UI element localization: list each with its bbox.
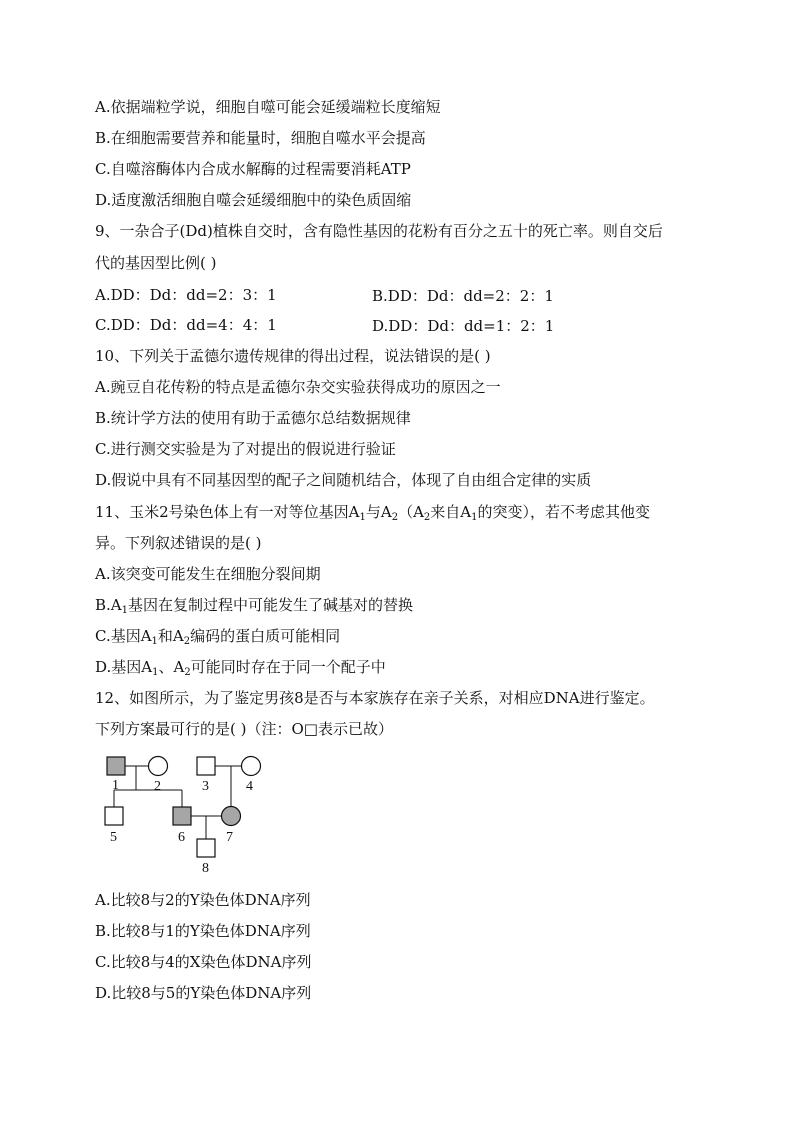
label-5: 5: [110, 830, 117, 845]
q10-option-b: B.统计学方法的使用有助于孟德尔总结数据规律: [95, 409, 411, 427]
q11-option-c: C.基因$A_1$和$A_2$编码的蛋白质可能相同: [95, 627, 341, 647]
q9-option-a: A.DD：Dd：dd=2：3：1: [95, 286, 277, 304]
q11-option-d: D.基因$A_1$、$A_2$可能同时存在于同一个配子中: [95, 658, 386, 678]
q11-stem-line1: 11、玉米2号染色体上有一对等位基因$A_1$与$A_2(A_2$来自$A_1$的突变），若不考虑其他变: [95, 503, 651, 523]
individual-8-male-square: [197, 839, 215, 857]
label-1: 1: [112, 778, 119, 793]
q12-option-b: B.比较8与1的Y染色体DNA序列: [95, 922, 311, 940]
q12-stem-line2: 下列方案最可行的是( )（注：O□表示已故）: [95, 720, 393, 738]
q10-option-d: D.假说中具有不同基因型的配子之间随机结合，体现了自由组合定律的实质: [95, 471, 592, 489]
q12-stem-line1: 12、如图所示，为了鉴定男孩8是否与本家族存在亲子关系，对相应DNA进行鉴定。: [95, 689, 655, 707]
individual-1-male-square: [107, 757, 125, 775]
q9-stem-line2: 代的基因型比例( ): [95, 254, 217, 272]
label-6: 6: [178, 830, 185, 845]
q9-option-b: B.DD：Dd：dd=2：2：1: [372, 287, 554, 305]
individual-4-female-circle: [242, 757, 261, 776]
q12-option-d: D.比较8与5的Y染色体DNA序列: [95, 984, 312, 1002]
label-2: 2: [154, 779, 161, 794]
q9-stem-line1: 9、一杂合子(Dd)植株自交时，含有隐性基因的花粉有百分之五十的死亡率。则自交后: [95, 222, 663, 240]
q10-option-a: A.豌豆自花传粉的特点是孟德尔杂交实验获得成功的原因之一: [95, 378, 501, 396]
individual-6-male-square: [173, 807, 191, 825]
q10-stem: 10、下列关于孟德尔遗传规律的得出过程，说法错误的是( ): [95, 347, 491, 365]
q8-option-d: D.适度激活细胞自噬会延缓细胞中的染色质固缩: [95, 191, 412, 209]
q8-option-a: A.依据端粒学说，细胞自噬可能会延缓端粒长度缩短: [95, 98, 441, 116]
label-4: 4: [246, 779, 253, 794]
q11-option-b: $B.A_1$基因在复制过程中可能发生了碱基对的替换: [95, 596, 414, 616]
individual-2-female-circle: [149, 757, 168, 776]
q12-option-a: A.比较8与2的Y染色体DNA序列: [95, 891, 311, 909]
pedigree-diagram: [100, 753, 280, 878]
individual-3-male-square: [197, 757, 215, 775]
q11-stem-line2: 异。下列叙述错误的是( ): [95, 534, 262, 552]
label-8: 8: [202, 861, 209, 876]
q8-option-b: B.在细胞需要营养和能量时，细胞自噬水平会提高: [95, 129, 426, 147]
individual-5-male-square: [105, 807, 123, 825]
q8-option-c: C.自噬溶酶体内合成水解酶的过程需要消耗ATP: [95, 160, 411, 178]
q10-option-c: C.进行测交实验是为了对提出的假说进行验证: [95, 440, 396, 458]
q12-option-c: C.比较8与4的X染色体DNA序列: [95, 953, 312, 971]
label-3: 3: [202, 779, 209, 794]
q9-option-d: D.DD：Dd：dd=1：2：1: [372, 317, 555, 335]
q11-option-a: A.该突变可能发生在细胞分裂间期: [95, 565, 321, 583]
q9-option-c: C.DD：Dd：dd=4：4：1: [95, 316, 277, 334]
individual-7-female-circle: [222, 807, 241, 826]
label-7: 7: [226, 830, 233, 845]
